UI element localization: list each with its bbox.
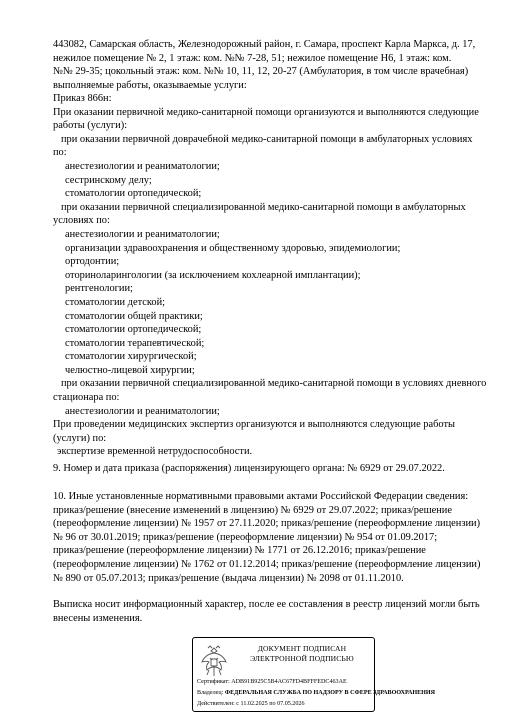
service-line: челюстно-лицевой хирургии; — [65, 364, 195, 376]
service-line: стоматологии ортопедической; — [65, 324, 202, 336]
service-line: работы (услуги): — [53, 120, 128, 132]
service-line: ортодонтии; — [65, 256, 120, 268]
services-list — [53, 92, 515, 459]
certificate-row — [197, 678, 347, 686]
service-line: сестринскому делу; — [65, 174, 152, 186]
section10-line: (переоформление лицензии) № 1762 от 01.12.2014; приказ/решение (переоформление лицензии) — [53, 558, 481, 570]
service-line: условиях по: — [53, 215, 110, 227]
service-line: стоматологии хирургической; — [65, 351, 197, 363]
notice-line: Выписка носит информационный характер, после ее составления в реестр лицензий могли быть — [53, 599, 480, 610]
service-line: стоматологии общей практики; — [65, 310, 203, 322]
service-line: оториноларингологии (за исключением кохлеарной имплантации); — [65, 269, 361, 281]
address-line: выполняемые работы, оказываемые услуги: — [53, 79, 247, 91]
service-line: рентгенологии; — [65, 283, 133, 295]
owner-row — [197, 689, 435, 697]
order-number-line: 9. Номер и дата приказа (распоряжения) лицензирующего органа: № 6929 от 29.07.2022. — [53, 463, 445, 474]
stamp-title-line: ДОКУМЕНТ ПОДПИСАН — [257, 644, 347, 653]
notice — [53, 598, 515, 625]
section-9 — [53, 462, 515, 476]
service-line: (услуги) по: — [53, 432, 107, 444]
electronic-signature-stamp — [192, 637, 436, 712]
coat-of-arms-icon — [198, 644, 230, 680]
owner-label: Владелец: — [197, 690, 224, 696]
certificate-value: ADB91B925C5B4AC67FD4BFFFEDC463AE — [231, 679, 347, 685]
section10-line: (переоформление лицензии) № 1957 от 27.11.2020; приказ/решение (переоформление лицензии) — [53, 518, 481, 530]
service-line: при оказании первичной специализированной медико-санитарной помощи в амбулаторных — [61, 201, 466, 213]
service-line: Приказ 866н: — [53, 93, 112, 104]
stamp-title-line: ЭЛЕКТРОННОЙ ПОДПИСЬЮ — [250, 654, 354, 663]
service-line: по: — [53, 147, 67, 159]
service-line: стационара по: — [53, 392, 120, 404]
certificate-label: Сертификат: — [197, 679, 230, 685]
service-line: стоматологии детской; — [65, 296, 166, 308]
service-line: организации здравоохранения и общественному здоровью, эпидемиологии; — [65, 242, 401, 254]
service-line: При проведении медицинских экспертиз организуются и выполняются следующие работы — [53, 419, 455, 431]
notice-line: внесены изменения. — [53, 612, 143, 624]
service-line: анестезиологии и реаниматологии; — [65, 405, 220, 417]
address-line: №№ 29-35; цокольный этаж: ком. №№ 10, 11, 12, 20-27 (Амбулатория, в том числе врачебная) — [53, 66, 469, 78]
owner-value: ФЕДЕРАЛЬНАЯ СЛУЖБА ПО НАДЗОРУ В СФЕРЕ ЗДРАВООХРАНЕНИЯ — [224, 690, 436, 696]
service-line: экспертизе временной нетрудоспособности. — [57, 446, 253, 458]
service-line: стоматологии терапевтической; — [65, 337, 205, 349]
section10-line: приказ/решение (переоформление лицензии) № 1771 от 26.12.2016; приказ/решение — [53, 545, 426, 557]
service-line: при оказании первичной доврачебной медико-санитарной помощи в амбулаторных условиях — [61, 133, 473, 145]
section10-line: 10. Иные установленные нормативными правовыми актами Российской Федерации сведения: — [53, 491, 469, 502]
service-line: анестезиологии и реаниматологии; — [65, 160, 220, 172]
address-line: нежилое помещение № 2, 1 этаж: ком. №№ 7-28, 51; нежилое помещение Н6, 1 этаж: ком. — [53, 52, 452, 64]
stamp-title — [233, 644, 371, 664]
section-10 — [53, 490, 515, 585]
section10-line: № 96 от 30.01.2019; приказ/решение (переоформление лицензии) № 954 от 01.09.2017; — [53, 531, 438, 543]
service-line: при оказании первичной специализированной медико-санитарной помощи в условиях дневного — [61, 378, 487, 390]
service-line: При оказании первичной медико-санитарной помощи организуются и выполняются следующие — [53, 106, 479, 118]
address-block — [53, 38, 515, 92]
section10-line: приказ/решение (внесение изменений в лицензию) № 6929 от 29.07.2022; приказ/решение — [53, 504, 452, 516]
validity-row — [197, 700, 305, 708]
section10-line: № 890 от 05.07.2013; приказ/решение (выдача лицензии) № 2098 от 01.11.2010. — [53, 572, 404, 584]
service-line: анестезиологии и реаниматологии; — [65, 228, 220, 240]
address-line: 443082, Самарская область, Железнодорожный район, г. Самара, проспект Карла Маркса, д. 17, — [53, 39, 476, 50]
validity-value: Действителен: с 11.02.2025 по 07.05.2026 — [197, 701, 305, 707]
service-line: стоматологии ортопедической; — [65, 188, 202, 200]
